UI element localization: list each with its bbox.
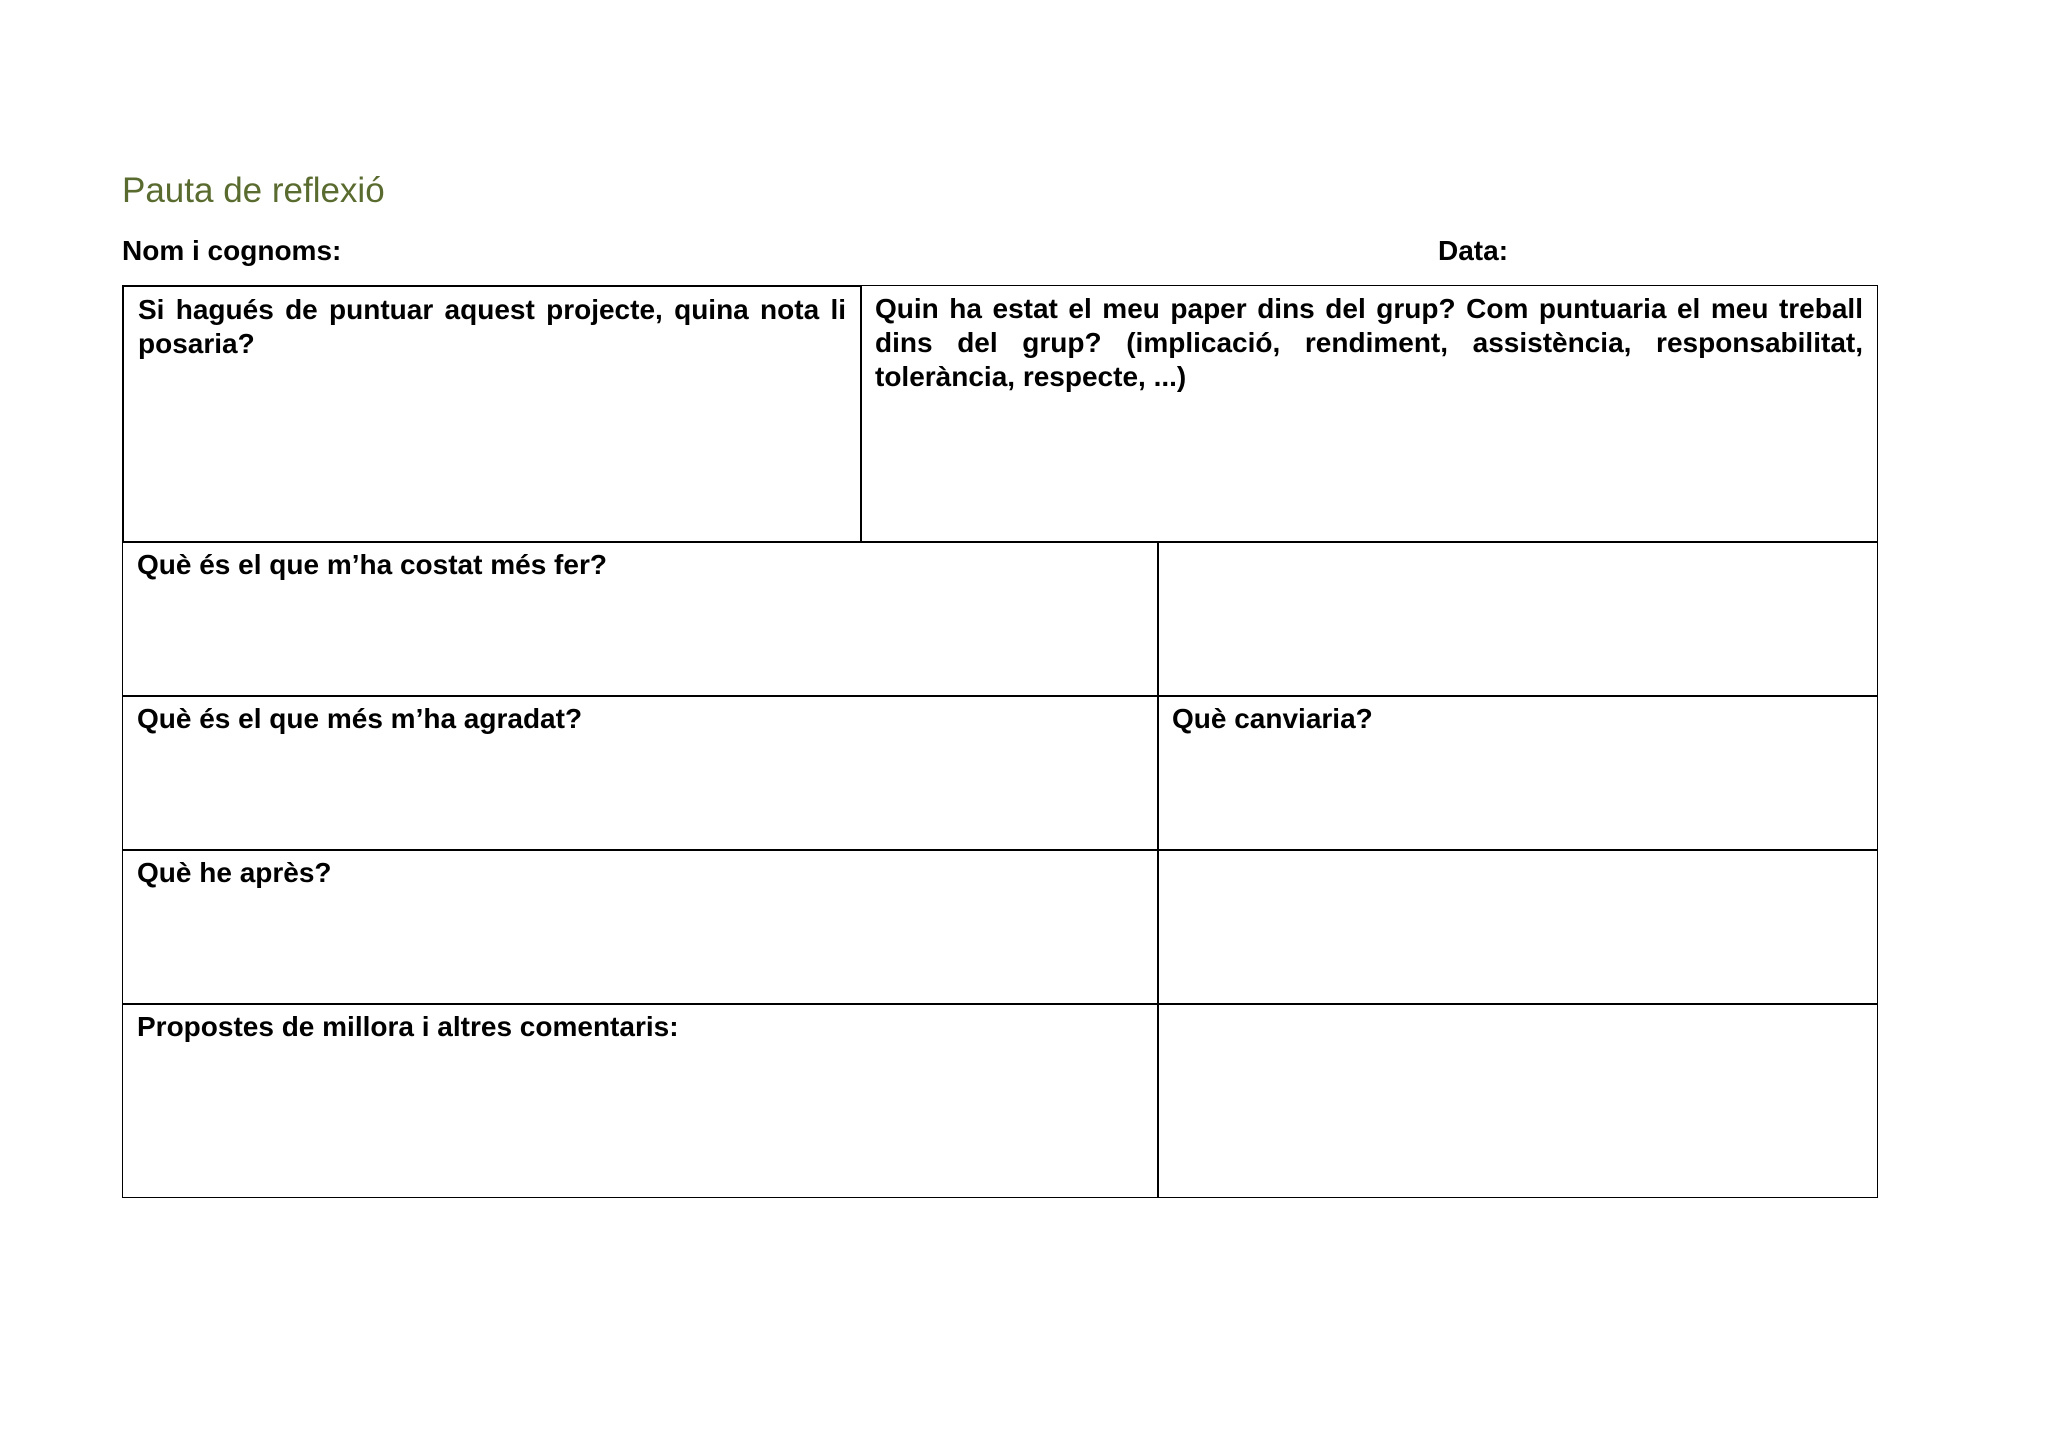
- page-title: Pauta de reflexió: [122, 171, 385, 210]
- improvement-proposals-answer-cell[interactable]: [1157, 1003, 1878, 1198]
- hardest-task-answer-cell[interactable]: [1157, 541, 1878, 697]
- score-project-question: Si hagués de puntuar aquest projecte, quina nota li posaria?: [138, 294, 846, 359]
- date-field-label: Data:: [1438, 235, 1509, 266]
- most-liked-question: Què és el que més m’ha agradat?: [137, 703, 583, 734]
- hardest-task-question: Què és el que m’ha costat més fer?: [137, 549, 607, 580]
- improvement-proposals-cell[interactable]: [122, 1003, 1159, 1198]
- name-field-label: Nom i cognoms:: [122, 235, 342, 266]
- learned-cell[interactable]: [122, 849, 1159, 1005]
- reflection-table: [122, 285, 1878, 1198]
- score-project-cell[interactable]: [122, 285, 862, 543]
- most-liked-cell[interactable]: [122, 695, 1159, 851]
- what-change-cell[interactable]: [1157, 695, 1878, 851]
- learned-question: Què he après?: [137, 857, 332, 888]
- what-change-question: Què canviaria?: [1172, 703, 1373, 734]
- group-role-cell[interactable]: [860, 285, 1878, 543]
- improvement-proposals-question: Propostes de millora i altres comentaris:: [137, 1011, 679, 1042]
- group-role-question: Quin ha estat el meu paper dins del grup? Com puntuaria el meu treball dins del grup? (implicació, rendiment, assistència, responsabilitat, tolerància, respecte, ...): [875, 293, 1863, 392]
- hardest-task-cell[interactable]: [122, 541, 1159, 697]
- learned-answer-cell[interactable]: [1157, 849, 1878, 1005]
